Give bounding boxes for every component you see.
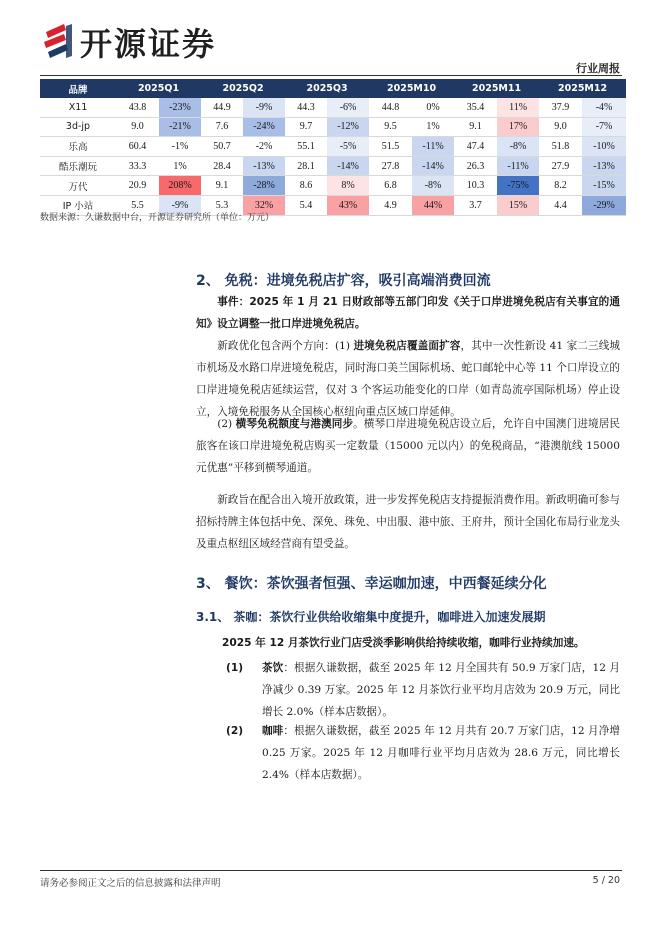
yoy-cell: -8% (497, 137, 539, 157)
value-cell: 51.5 (369, 137, 412, 157)
yoy-cell: -28% (243, 176, 285, 196)
value-cell: 6.8 (369, 176, 412, 196)
value-cell: 5.4 (285, 195, 327, 215)
yoy-cell: -15% (582, 176, 626, 196)
yoy-cell: 43% (327, 195, 369, 215)
value-cell: 9.0 (116, 117, 159, 137)
paragraph-text: 。横琴口岸进境免税店设立后，允许自中国澳门进境居民旅客在该口岸进境免税店购买一定数量（15000 元以内）的免税商品，“港澳航线 15000 元优惠”平移到横琴通道。 (196, 418, 621, 474)
yoy-cell: -9% (159, 195, 201, 215)
yoy-cell: -14% (412, 156, 454, 176)
value-cell: 4.9 (369, 195, 412, 215)
yoy-cell: 8% (327, 176, 369, 196)
yoy-cell: -9% (243, 98, 285, 117)
column-header: 2025M11 (454, 79, 539, 98)
table-header-row (40, 79, 626, 98)
value-cell: 4.4 (539, 195, 582, 215)
item-number: (2) (226, 725, 244, 737)
item-tea (262, 657, 620, 723)
value-cell: 3.7 (454, 195, 497, 215)
value-cell: 8.2 (539, 176, 582, 196)
yoy-cell: 1% (412, 117, 454, 137)
item-coffee (262, 720, 620, 786)
event-text: 2025 年 1 月 21 日财政部等五部门印发《关于口岸进境免税店有关事宜的通知》设立调整一批口岸进境免税店。 (196, 296, 620, 330)
value-cell: 47.4 (454, 137, 497, 157)
yoy-cell: -21% (159, 117, 201, 137)
logo-text: 开源证券 (80, 25, 217, 63)
value-cell: 44.3 (285, 98, 327, 117)
column-header: 2025Q1 (116, 79, 201, 98)
yoy-cell: -24% (243, 117, 285, 137)
value-cell: 55.1 (285, 137, 327, 157)
report-type: 行业周报 (576, 62, 620, 75)
table-source-note: 数据来源：久谦数据中台，开源证券研究所（单位：万元） (40, 213, 275, 223)
section-2-paragraph-2 (196, 413, 620, 479)
yoy-cell: -10% (582, 137, 626, 157)
yoy-cell: -75% (497, 176, 539, 196)
section-2-heading: 2、 免税：进境免税店扩容，吸引高端消费回流 (196, 273, 491, 289)
value-cell: 43.8 (116, 98, 159, 117)
yoy-cell: 11% (497, 98, 539, 117)
paragraph-text: 新政优化包含两个方向：(1) (217, 340, 354, 352)
column-header: 2025M10 (369, 79, 454, 98)
yoy-cell: -1% (159, 137, 201, 157)
value-cell: 9.5 (369, 117, 412, 137)
column-header: 2025Q2 (201, 79, 285, 98)
yoy-cell: 15% (497, 195, 539, 215)
value-cell: 8.6 (285, 176, 327, 196)
footer-disclaimer: 请务必参阅正文之后的信息披露和法律声明 (40, 878, 221, 889)
yoy-cell: -23% (159, 98, 201, 117)
section-2-paragraph-1 (196, 335, 620, 423)
item-label: 茶饮 (262, 662, 284, 674)
value-cell: 10.3 (454, 176, 497, 196)
value-cell: 35.4 (454, 98, 497, 117)
value-cell: 33.3 (116, 156, 159, 176)
value-cell: 5.5 (116, 195, 159, 215)
table-row (40, 176, 626, 196)
table-row (40, 137, 626, 157)
yoy-cell: -5% (327, 137, 369, 157)
yoy-cell: -2% (243, 137, 285, 157)
footer-divider (40, 870, 622, 871)
section-3-heading: 3、 餐饮：茶饮强者恒强、幸运咖加速，中西餐延续分化 (196, 576, 547, 592)
column-header: 2025M12 (539, 79, 626, 98)
yoy-cell: -29% (582, 195, 626, 215)
brand-cell: IP 小站 (40, 195, 116, 215)
yoy-cell: -6% (327, 98, 369, 117)
table-row (40, 117, 626, 137)
value-cell: 9.0 (539, 117, 582, 137)
value-cell: 27.9 (539, 156, 582, 176)
yoy-cell: -7% (582, 117, 626, 137)
header-divider (40, 75, 622, 76)
yoy-cell: -12% (327, 117, 369, 137)
yoy-cell: -4% (582, 98, 626, 117)
item-text: ：根据久谦数据，截至 2025 年 12 月全国共有 50.9 万家门店，12 月净减少 0.39 万家。2025 年 12 月茶饮行业平均月店效为 20.9 万元，同比增长 2.0%（样本店数据）。 (262, 662, 620, 718)
item-text: ：根据久谦数据，截至 2025 年 12 月共有 20.7 万家门店，12 月净增 0.25 万家。2025 年 12 月咖啡行业平均月店效为 28.6 万元，同比增长 2.4%（样本店数据）。 (262, 725, 620, 781)
section-2-paragraph-3: 新政旨在配合出入境开放政策，进一步发挥免税店支持提振消费作用。新政明确可参与招标持牌主体包括中免、深免、珠免、中出服、港中旅、王府井，预计全国化布局行业龙头及重点枢纽区域经营商有望受益。 (196, 494, 620, 550)
section-3-1-heading: 3.1、 茶咖：茶饮行业供给收缩集中度提升，咖啡进入加速发展期 (196, 610, 546, 624)
highlight-text: 进境免税店覆盖面扩容 (353, 340, 461, 352)
paragraph-text: ，其中一次性新设 41 家二三线城市机场及水路口岸进境免税店，同时海口美兰国际机场、蛇口邮轮中心等 11 个口岸设立的口岸进境免税店延续运营，仅对 3 个客运功能变化的口岸（如青岛流亭国际机场）停止设立，入境免税服务从全国核心枢纽向重点区域口岸延伸。 (196, 340, 621, 418)
yoy-cell: 44% (412, 195, 454, 215)
yoy-cell: 32% (243, 195, 285, 215)
yoy-cell: 17% (497, 117, 539, 137)
value-cell: 44.9 (201, 98, 243, 117)
value-cell: 51.8 (539, 137, 582, 157)
yoy-cell: 208% (159, 176, 201, 196)
event-label: 事件： (217, 296, 250, 308)
column-header: 品牌 (40, 79, 116, 98)
value-cell: 50.7 (201, 137, 243, 157)
yoy-cell: 0% (412, 98, 454, 117)
column-header: 2025Q3 (285, 79, 369, 98)
yoy-cell: -11% (497, 156, 539, 176)
value-cell: 20.9 (116, 176, 159, 196)
value-cell: 26.3 (454, 156, 497, 176)
brand-cell: 万代 (40, 176, 116, 196)
brand-cell: 酷乐潮玩 (40, 156, 116, 176)
value-cell: 9.1 (454, 117, 497, 137)
value-cell: 60.4 (116, 137, 159, 157)
value-cell: 27.8 (369, 156, 412, 176)
value-cell: 5.3 (201, 195, 243, 215)
yoy-cell: -8% (412, 176, 454, 196)
brand-cell: X11 (40, 98, 116, 117)
item-label: 咖啡 (262, 725, 284, 737)
logo-icon (44, 22, 74, 60)
paragraph-text: (2) (217, 418, 236, 430)
store-sales-table (40, 79, 626, 216)
value-cell: 7.6 (201, 117, 243, 137)
section-3-lead: 2025 年 12 月茶饮行业门店受淡季影响供给持续收缩，咖啡行业持续加速。 (222, 637, 585, 649)
section-2-event-paragraph (196, 291, 620, 335)
value-cell: 28.1 (285, 156, 327, 176)
value-cell: 37.9 (539, 98, 582, 117)
yoy-cell: -11% (412, 137, 454, 157)
page-number: 5 / 20 (592, 875, 620, 886)
value-cell: 44.8 (369, 98, 412, 117)
yoy-cell: -13% (243, 156, 285, 176)
brand-cell: 3d-jp (40, 117, 116, 137)
value-cell: 9.7 (285, 117, 327, 137)
value-cell: 9.1 (201, 176, 243, 196)
value-cell: 28.4 (201, 156, 243, 176)
item-number: (1) (226, 662, 244, 674)
yoy-cell: -14% (327, 156, 369, 176)
table-row (40, 98, 626, 117)
yoy-cell: 1% (159, 156, 201, 176)
highlight-text: 横琴免税额度与港澳同步 (235, 418, 354, 430)
yoy-cell: -13% (582, 156, 626, 176)
table-row (40, 156, 626, 176)
brand-cell: 乐高 (40, 137, 116, 157)
